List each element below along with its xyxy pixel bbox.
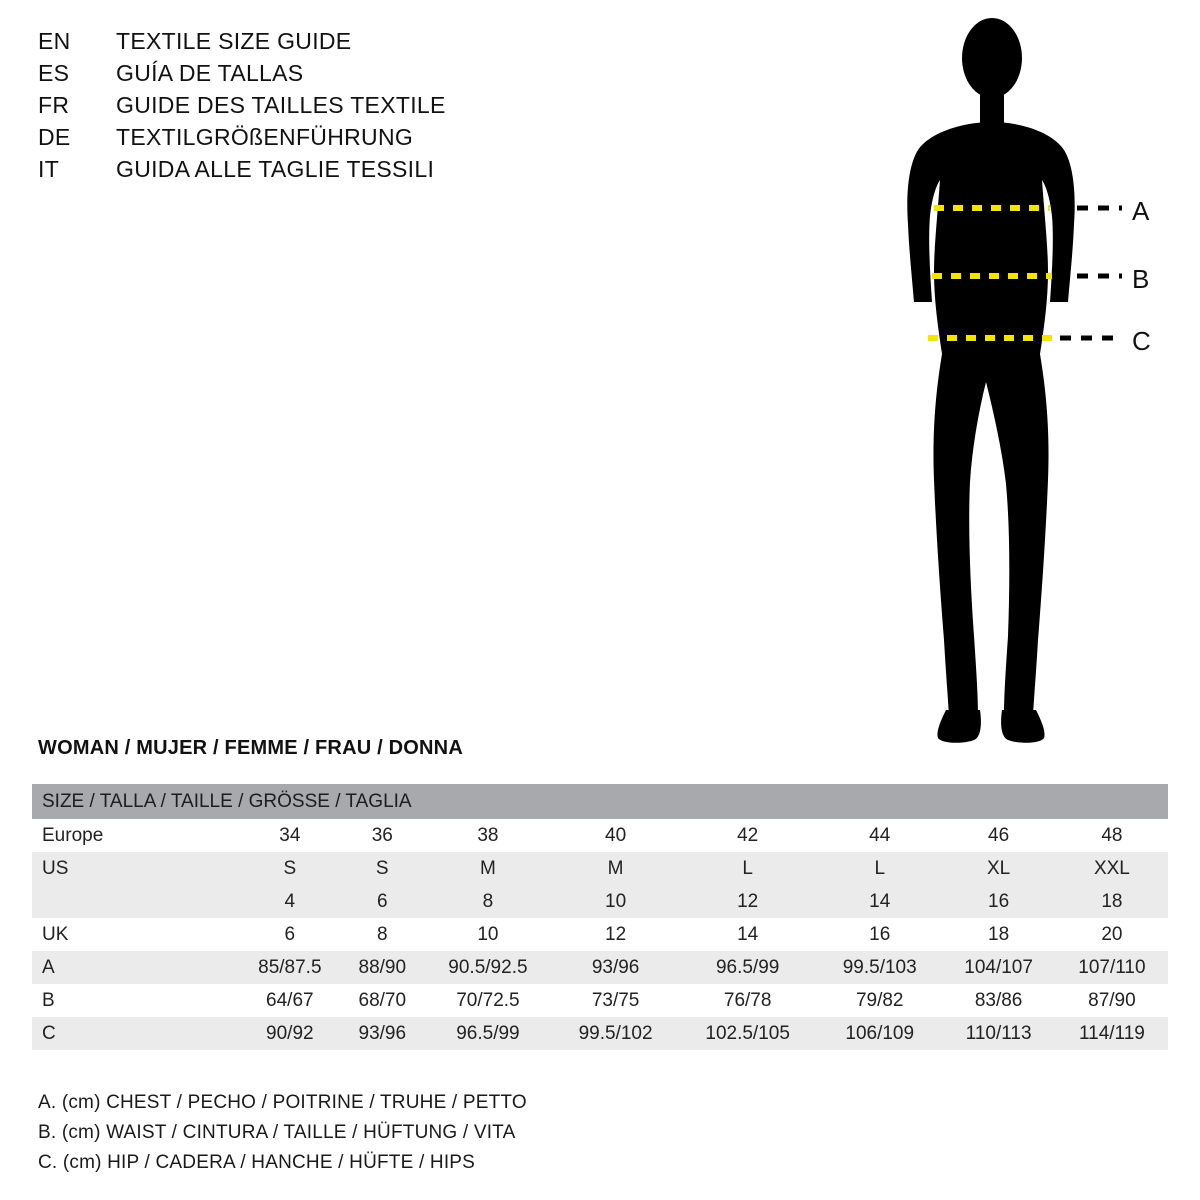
table-cell: S — [237, 852, 343, 885]
marker-label-a: A — [1132, 196, 1150, 226]
table-cell: 96.5/99 — [422, 1017, 554, 1050]
table-row — [32, 819, 1168, 852]
table-cell: 76/78 — [677, 984, 818, 1017]
table-cell: 16 — [818, 918, 941, 951]
table-cell: L — [818, 852, 941, 885]
legend-item-chest: A. (cm) CHEST / PECHO / POITRINE / TRUHE / PETTO — [38, 1092, 527, 1113]
table-cell: 16 — [941, 885, 1055, 918]
table-cell: XL — [941, 852, 1055, 885]
marker-label-c: C — [1132, 326, 1151, 356]
table-row — [32, 951, 1168, 984]
table-cell: 70/72.5 — [422, 984, 554, 1017]
table-cell: 73/75 — [554, 984, 677, 1017]
table-cell: 104/107 — [941, 951, 1055, 984]
language-code: EN — [38, 28, 71, 54]
table-cell: 38 — [422, 819, 554, 852]
table-cell: 36 — [343, 819, 422, 852]
table-row — [32, 885, 1168, 918]
language-code: DE — [38, 124, 71, 150]
language-row — [38, 28, 598, 60]
table-cell: 114/119 — [1056, 1017, 1168, 1050]
section-title-woman: WOMAN / MUJER / FEMME / FRAU / DONNA — [38, 737, 463, 759]
table-cell: 64/67 — [237, 984, 343, 1017]
table-cell: 90/92 — [237, 1017, 343, 1050]
table-cell: 93/96 — [343, 1017, 422, 1050]
language-row — [38, 156, 598, 188]
table-cell: M — [422, 852, 554, 885]
marker-label-b: B — [1132, 264, 1150, 294]
table-cell: 99.5/102 — [554, 1017, 677, 1050]
table-cell: 93/96 — [554, 951, 677, 984]
table-cell: XXL — [1056, 852, 1168, 885]
table-cell: 14 — [677, 918, 818, 951]
table-cell: 107/110 — [1056, 951, 1168, 984]
table-cell: 106/109 — [818, 1017, 941, 1050]
table-cell: 4 — [237, 885, 343, 918]
table-cell: 18 — [941, 918, 1055, 951]
language-title: GUIDE DES TAILLES TEXTILE — [116, 92, 446, 118]
table-cell: 99.5/103 — [818, 951, 941, 984]
table-cell: 44 — [818, 819, 941, 852]
row-label: US — [32, 852, 237, 885]
table-cell: 14 — [818, 885, 941, 918]
table-header-label: SIZE / TALLA / TAILLE / GRÖSSE / TAGLIA — [32, 784, 1168, 819]
table-cell: 46 — [941, 819, 1055, 852]
table-cell: 12 — [554, 918, 677, 951]
row-label — [32, 885, 237, 918]
table-cell: 90.5/92.5 — [422, 951, 554, 984]
table-row — [32, 1017, 1168, 1050]
table-header-row — [32, 784, 1168, 819]
table-cell: 48 — [1056, 819, 1168, 852]
table-cell: L — [677, 852, 818, 885]
row-label: UK — [32, 918, 237, 951]
table-cell: 42 — [677, 819, 818, 852]
language-title-list — [38, 28, 598, 188]
table-cell: 79/82 — [818, 984, 941, 1017]
table-cell: 102.5/105 — [677, 1017, 818, 1050]
language-code: IT — [38, 156, 60, 182]
table-row — [32, 918, 1168, 951]
table-cell: 10 — [554, 885, 677, 918]
table-cell: 10 — [422, 918, 554, 951]
legend-item-waist: B. (cm) WAIST / CINTURA / TAILLE / HÜFTUNG / VITA — [38, 1122, 516, 1143]
table-cell: 8 — [422, 885, 554, 918]
table-cell: M — [554, 852, 677, 885]
table-cell: 20 — [1056, 918, 1168, 951]
table-cell: 6 — [343, 885, 422, 918]
table-cell: 96.5/99 — [677, 951, 818, 984]
size-table — [32, 784, 1168, 1050]
row-label: B — [32, 984, 237, 1017]
table-cell: 85/87.5 — [237, 951, 343, 984]
table-row — [32, 984, 1168, 1017]
measurement-legend — [38, 1088, 738, 1178]
row-label: Europe — [32, 819, 237, 852]
language-row — [38, 124, 598, 156]
row-label: A — [32, 951, 237, 984]
language-title: GUIDA ALLE TAGLIE TESSILI — [116, 156, 435, 182]
table-cell: 8 — [343, 918, 422, 951]
table-cell: S — [343, 852, 422, 885]
language-code: ES — [38, 60, 70, 86]
table-cell: 68/70 — [343, 984, 422, 1017]
table-cell: 83/86 — [941, 984, 1055, 1017]
table-cell: 34 — [237, 819, 343, 852]
table-row — [32, 852, 1168, 885]
table-cell: 18 — [1056, 885, 1168, 918]
language-row — [38, 92, 598, 124]
language-title: GUÍA DE TALLAS — [116, 60, 304, 86]
language-title: TEXTILGRÖßENFÜHRUNG — [116, 124, 414, 150]
language-row — [38, 60, 598, 92]
legend-item-hip: C. (cm) HIP / CADERA / HANCHE / HÜFTE / HIPS — [38, 1152, 476, 1173]
table-cell: 88/90 — [343, 951, 422, 984]
row-label: C — [32, 1017, 237, 1050]
table-cell: 110/113 — [941, 1017, 1055, 1050]
table-cell: 12 — [677, 885, 818, 918]
table-cell: 40 — [554, 819, 677, 852]
silhouette-body-icon — [907, 18, 1074, 743]
table-cell: 87/90 — [1056, 984, 1168, 1017]
language-code: FR — [38, 92, 70, 118]
female-silhouette-figure — [860, 10, 1180, 750]
language-title: TEXTILE SIZE GUIDE — [116, 28, 352, 54]
table-cell: 6 — [237, 918, 343, 951]
